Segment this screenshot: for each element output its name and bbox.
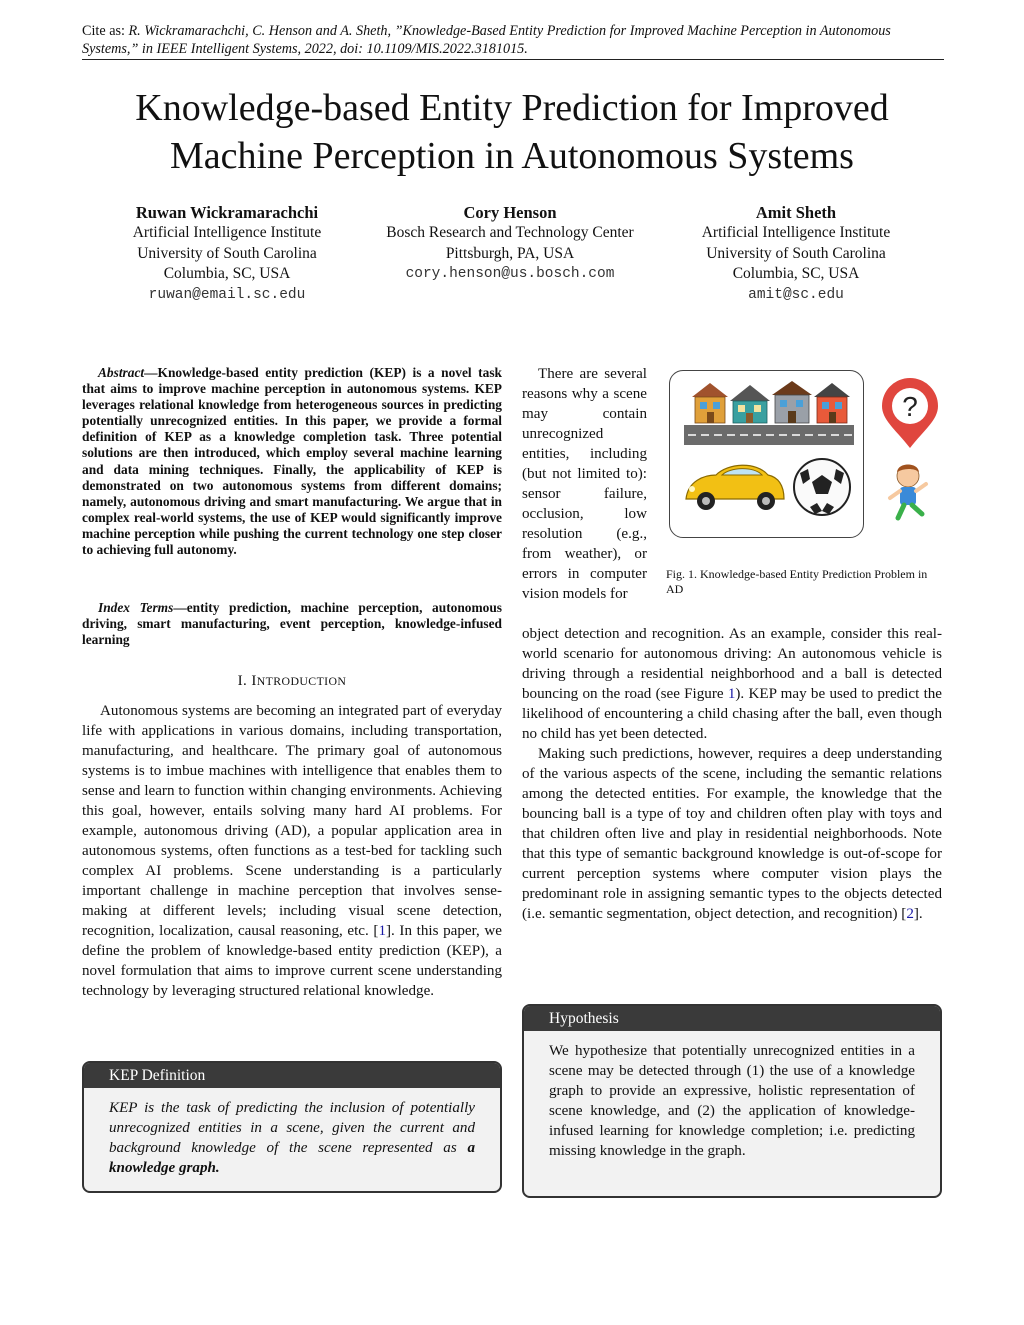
author-affiliation: Artificial Intelligence Institute (132, 224, 322, 241)
abstract (82, 365, 502, 558)
house-icon (692, 383, 728, 423)
paper-title (60, 84, 964, 180)
intro-body (82, 701, 502, 1001)
reference-link[interactable]: 2 (906, 906, 914, 922)
section-heading (82, 673, 502, 690)
narrow-paragraph: There are several reasons why a scene may contain unrecognized entities, including (but not limited to): sensor failure, occlusion, low resolution (e.g., from weather), or errors in computer vision models for (522, 366, 647, 602)
question-mark: ? (902, 391, 918, 422)
hypothesis-box-header: Hypothesis (524, 1006, 940, 1031)
para-text: ]. (913, 906, 923, 922)
right-column-body (522, 624, 942, 924)
house-icon (814, 383, 850, 423)
author-affiliation: Columbia, SC, USA (163, 265, 291, 283)
kep-box-text: KEP is the task of predicting the inclusion of potentially unrecognized entities in a scene, given the current and background knowledge of the scene represented as (109, 1100, 475, 1156)
header-rule (82, 59, 944, 60)
author-name: Ruwan Wickramarachchi (135, 203, 319, 222)
author-affiliation: University of South Carolina (137, 244, 317, 262)
house-icon (772, 381, 812, 423)
soccer-ball-icon (794, 459, 850, 515)
title-line-2: Machine Perception in Autonomous Systems (170, 135, 854, 177)
author-email[interactable]: ruwan@email.sc.edu (148, 287, 306, 304)
index-terms-text: —entity prediction, machine perception, autonomous driving, smart manufacturing, event perception, knowledge-infused learning (82, 600, 502, 648)
index-terms-label: Index Terms (98, 600, 174, 615)
para-text: object detection and recognition. As an example, consider this real-world scenario for autonomous driving: An autonomous vehicle is driving through a residential neighborhood and a ball is detected bouncing on the road (see Figure (522, 626, 942, 702)
author-affiliation: Artificial Intelligence Institute (701, 224, 891, 241)
author-block-1 (100, 202, 354, 306)
author-name: Cory Henson (463, 203, 557, 222)
abstract-label: Abstract (98, 365, 145, 380)
author-name: Amit Sheth (755, 203, 837, 222)
abstract-text: —Knowledge-based entity prediction (KEP) is a novel task that aims to improve machine perception in autonomous systems. KEP leverages relational knowledge from heterogeneous sources in predicting potentially unrecognized entities. In this paper, we provide a formal definition of KEP as a knowledge completion task. Three potential solutions are then introduced, which employ several machine learning and data mining techniques. Finally, the applicability of KEP is demonstrated on two autonomous systems from different domains; namely, autonomous driving and smart manufacturing. We argue that in complex real-world systems, the use of KEP would significantly improve machine perception while pushing the current technology one step closer to achieving full autonomy. (82, 365, 502, 558)
location-pin-icon (882, 378, 938, 448)
kep-definition-box (82, 1061, 502, 1193)
index-terms (82, 600, 502, 648)
para-text: ). KEP may be used to predict the likelihood of encountering a child chasing after the ball, even though no child has yet been detected. (522, 686, 943, 742)
citation (82, 22, 944, 58)
reference-link[interactable]: 1 (378, 923, 386, 939)
figure-caption: Fig. 1. Knowledge-based Entity Prediction Problem in AD (666, 567, 928, 596)
citation-text: R. Wickramarachchi, C. Henson and A. Sheth, ”Knowledge-Based Entity Prediction for Improved Machine Perception in Autonomous Systems,” in IEEE Intelligent Systems, 2022, doi: 10.1109/MIS.2022.3181015. (82, 23, 891, 57)
section-numeral: I. I (237, 673, 257, 689)
hypothesis-box (522, 1004, 942, 1198)
author-affiliation: Bosch Research and Technology Center (386, 224, 634, 241)
hypothesis-box-body: We hypothesize that potentially unrecognized entities in a scene may be detected through (1) the use of a knowledge graph to provide an expressive, holistic representation of scene knowledge, and (2) the application of knowledge-infused learning for knowledge completion; i.e. predicting missing knowledge in the graph. (549, 1043, 915, 1159)
figure-reference-link[interactable]: 1 (727, 686, 736, 702)
author-email[interactable]: amit@sc.edu (748, 287, 844, 304)
author-affiliation: University of South Carolina (706, 244, 886, 262)
intro-text-a: Autonomous systems are becoming an integrated part of everyday life with applications in various domains, including transportation, manufacturing, and healthcare. The primary goal of autonomous systems is to imbue machines with intelligence that enables them to sense and learn to function within changing environments. Achieving this goal, however, entails solving many hard AI problems. For example, autonomous driving (AD), a popular application area in autonomous systems, often functions as a test-bed for tackling such complex AI problems. Scene understanding is a particularly important challenge in machine perception that involves sense-making at different levels; including visual scene detection, recognition, localization, causal reasoning, etc. [ (82, 703, 502, 939)
running-child-icon (890, 465, 926, 519)
author-affiliation: Pittsburgh, PA, USA (445, 244, 575, 262)
scene-illustration (670, 371, 864, 538)
child-pin-illustration (874, 376, 948, 526)
road-icon (684, 425, 854, 445)
citation-prefix: Cite as: (82, 23, 129, 39)
figure-1-panel (669, 370, 864, 538)
section-title-rest: NTRODUCTION (256, 674, 347, 688)
title-line-1: Knowledge-based Entity Prediction for Improved (135, 87, 889, 129)
figure-1-child-pin (874, 376, 948, 526)
kep-box-body (84, 1088, 500, 1178)
author-email[interactable]: cory.henson@us.bosch.com (405, 266, 615, 283)
house-icon (730, 385, 770, 423)
kep-box-header: KEP Definition (84, 1063, 500, 1088)
author-block-2 (356, 202, 664, 285)
intro-text-b: ]. In this paper, we define the problem of knowledge-based entity prediction (KEP), a novel formulation that aims to improve current scene understanding technology by leveraging structured relational knowledge. (82, 923, 502, 999)
para-text: Making such predictions, however, requires a deep understanding of the various aspects of the scene, including the semantic relations among the detected entities. For example, the knowledge that the bouncing ball is a type of toy and children often play with toys and that children often live and play in residential neighborhoods. Note that this type of semantic background knowledge is out-of-scope for current perception systems where computer vision plays the predominant role in assigning semantic types to the objects detected (i.e. semantic segmentation, object detection, and recognition) [ (522, 746, 942, 922)
car-icon (686, 465, 784, 510)
kep-box-bold: a knowledge graph. (109, 1140, 475, 1176)
author-block-3 (668, 202, 924, 306)
author-affiliation: Columbia, SC, USA (732, 265, 860, 283)
